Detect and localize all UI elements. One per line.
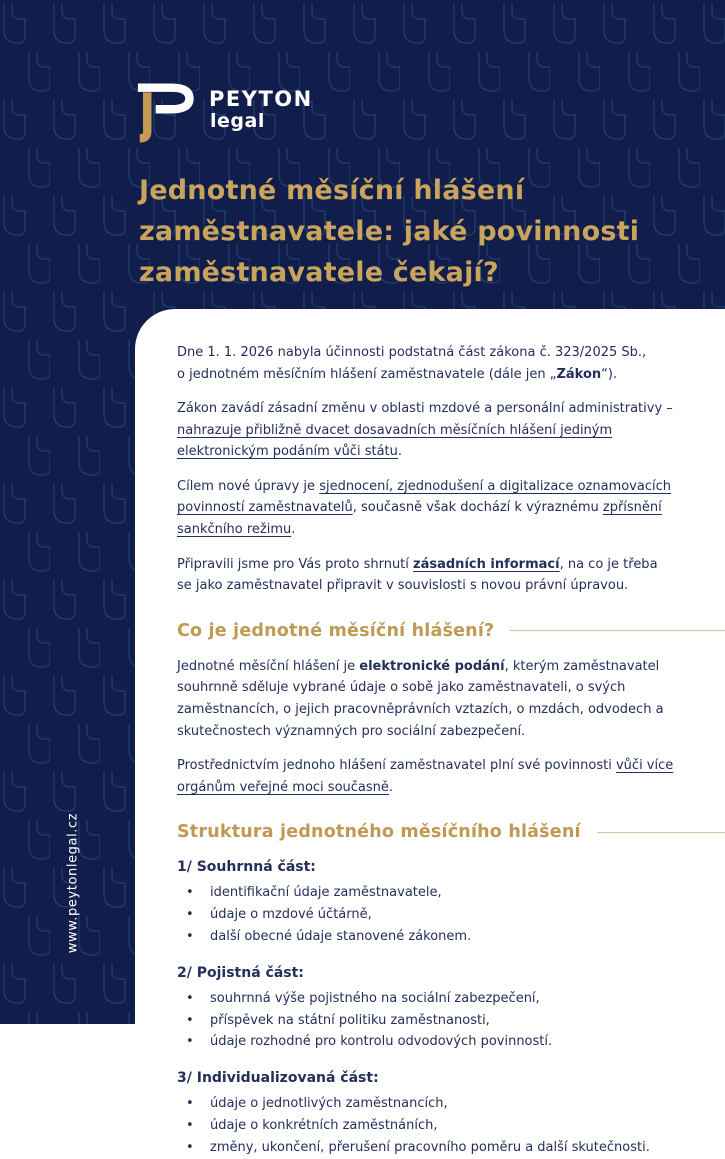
text-segment: .	[388, 779, 394, 795]
text-segment: nahrazuje přibližně dvacet dosavadních měsíčních hlášení jediným elektronickým podáním vůči státu	[177, 422, 613, 460]
bullet-item: • údaje rozhodné pro kontrolu odvodových povinností.	[177, 1031, 691, 1053]
structure-part-1	[177, 859, 691, 947]
bullet-item: • údaje o jednotlivých zaměstnancích,	[177, 1093, 691, 1115]
text-segment: zásadních informací	[413, 556, 560, 572]
text-segment: Zákon zavádí zásadní změnu v oblasti mzdové a personální administrativy –	[177, 401, 673, 417]
bullet-item: • údaje o mzdové účtárně,	[177, 904, 691, 926]
text-segment: Prostřednictvím jednoho hlášení zaměstnavatel plní své povinnosti	[177, 758, 616, 774]
text-segment: Připravili jsme pro Vás proto shrnutí	[177, 556, 414, 572]
text-segment: Jednotné měsíční hlášení je	[177, 658, 360, 674]
page-title-line: zaměstnavatele čekají?	[139, 257, 499, 288]
website-url-vertical: www.peytonlegal.cz	[65, 812, 81, 954]
bullet-item: • změny, ukončení, přerušení pracovního poměru a další skutečnosti.	[177, 1137, 691, 1159]
bullet-item: • identifikační údaje zaměstnavatele,	[177, 882, 691, 904]
text-segment: elektronické podání	[359, 658, 505, 674]
section-heading-what-is	[177, 621, 691, 641]
part-bullet-list	[177, 1093, 691, 1158]
text-segment: Dne 1. 1. 2026 nabyla účinnosti podstatná část zákona č. 323/2025 Sb.,	[177, 345, 647, 360]
structure-part-3	[177, 1070, 691, 1158]
intro-paragraph	[177, 342, 691, 385]
text-segment: o jednotném měsíčním hlášení zaměstnavatele (dále jen „	[177, 366, 557, 382]
content-sheet	[135, 309, 725, 1155]
bullet-item: • další obecné údaje stanovené zákonem.	[177, 926, 691, 948]
section-heading-text: Struktura jednotného měsíčního hlášení	[177, 822, 581, 843]
text-segment: zpřísnění sankčního režimu	[177, 500, 662, 538]
text-segment: , kterým zaměstnavatel souhrnně sděluje vybrané údaje o sobě jako zaměstnavateli, o svých zaměstnancích, o jejich pracovněprávních vztazích, o mzdách, odvodech a skutečnostech významných pro sociální zabezpečení.	[177, 658, 664, 739]
part-label: 3/ Individualizovaná část:	[177, 1070, 379, 1087]
brand-name-sub: legal	[210, 110, 265, 133]
brand-logo	[136, 78, 313, 148]
intro-paragraph	[177, 554, 691, 597]
bullet-item: • příspěvek na státní politiku zaměstnanosti,	[177, 1010, 691, 1032]
text-segment: .	[291, 522, 296, 538]
part-label: 2/ Pojistná část:	[177, 964, 304, 981]
text-segment: sjednocení, zjednodušení a digitalizace oznamovacích povinností zaměstnavatelů	[177, 478, 671, 516]
text-segment: Zákon	[556, 366, 602, 382]
text-segment: .	[397, 444, 403, 460]
heading-rule	[510, 630, 725, 631]
page-title	[139, 170, 704, 293]
page-title-line: zaměstnavatele: jaké povinnosti	[139, 216, 640, 247]
section-heading-text: Co je jednotné měsíční hlášení?	[177, 620, 495, 641]
page-title-line: Jednotné měsíční hlášení	[139, 175, 525, 206]
section-paragraph	[177, 755, 691, 798]
intro-paragraph	[177, 476, 691, 541]
brand-name: PEYTON	[209, 87, 313, 111]
part-label: 1/ Souhrnná část:	[177, 859, 316, 876]
bullet-item: • údaje o konkrétních zaměstnáních,	[177, 1115, 691, 1137]
text-segment: Cílem nové úpravy je	[177, 478, 320, 494]
structure-part-2	[177, 965, 691, 1053]
intro-paragraph	[177, 398, 691, 463]
text-segment: se jako zaměstnavatel připravit v souvislosti s novou právní úpravou.	[177, 578, 629, 594]
peyton-p-monogram-icon	[136, 78, 196, 148]
text-segment: , na co je třeba	[559, 556, 658, 572]
text-segment: “).	[601, 366, 618, 382]
bullet-item: • souhrnná výše pojistného na sociální zabezpečení,	[177, 988, 691, 1010]
text-segment: vůči více orgánům veřejné moci současně	[177, 758, 674, 795]
part-bullet-list	[177, 882, 691, 947]
heading-rule	[597, 832, 725, 833]
part-bullet-list	[177, 988, 691, 1053]
text-segment: , současně však dochází k výraznému	[352, 500, 603, 516]
section-paragraph	[177, 656, 691, 742]
section-heading-structure	[177, 822, 691, 842]
brand-wordmark	[209, 78, 313, 148]
